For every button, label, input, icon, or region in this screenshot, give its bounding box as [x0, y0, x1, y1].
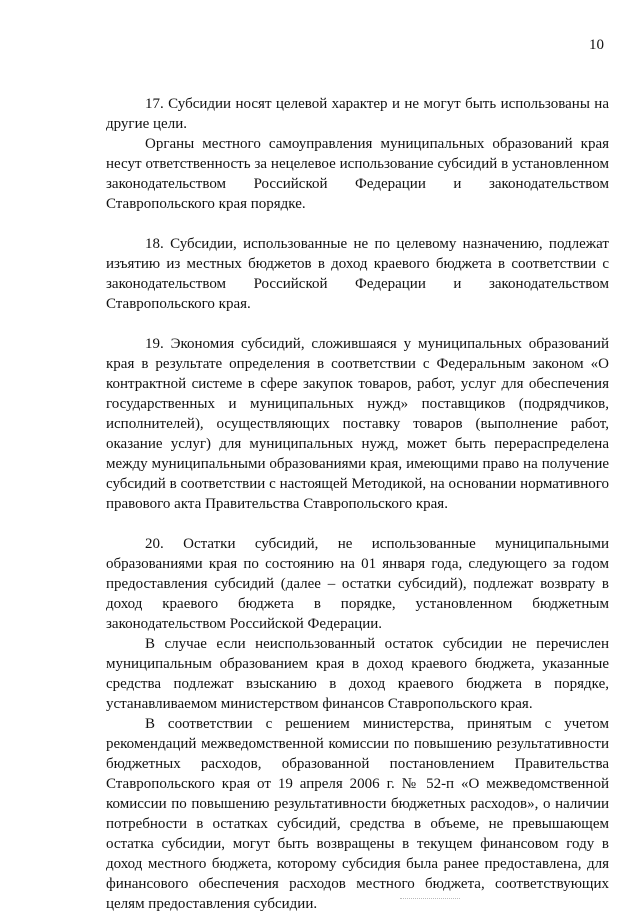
paragraph-17-responsibility: Органы местного самоуправления муниципальных образований края несут ответственность за нецелевое использование субсидий в установленном законодательством Российской Федерации и законодательством Ставропольского края порядке.	[106, 136, 609, 212]
paragraph-20-return: В соответствии с решением министерства, принятым с учетом рекомендаций межведомственной комиссии по повышению результативности бюджетных расходов, образованной постановлением Правительства Ставропольского края от 19 апреля 2006 г. № 52-п «О межведомственной комиссии по повышению результативности бюджетных расходов», о наличии потребности в остатках субсидий, средства в объеме, не превышающем остатка субсидии, могут быть возвращены в текущем финансовом году в доход местного бюджета, которому субсидия была ранее предоставлена, для финансового обеспечения расходов местного бюджета, соответствующих целям предоставления субсидии.	[106, 716, 609, 912]
paragraph-19: 19. Экономия субсидий, сложившаяся у муниципальных образований края в результате определения в соответствии с Федеральным законом «О контрактной системе в сфере закупок товаров, работ, услуг для обеспечения государственных и муниципальных нужд» поставщиков (подрядчиков, исполнителей), осуществляющих поставку товаров (выполнение работ, оказание услуг) для муниципальных нужд, может быть перераспределена между муниципальными образованиями края, имеющими право на получение субсидий в соответствии с настоящей Методикой, на основании нормативного правового акта Правительства Ставропольского края.	[106, 336, 609, 512]
paragraph-20-recovery: В случае если неиспользованный остаток субсидии не перечислен муниципальным образованием края в доход краевого бюджета, указанные средства подлежат взысканию в доход краевого бюджета в порядке, устанавливаемом министерством финансов Ставропольского края.	[106, 636, 609, 712]
paragraph-20: 20. Остатки субсидий, не использованные муниципальными образованиями края по состоянию на 01 января года, следующего за годом предоставления субсидий (далее – остатки субсидий), подлежат возврату в доход краевого бюджета в порядке, установленном бюджетным законодательством Российской Федерации.	[106, 536, 609, 632]
scan-artifact	[400, 898, 460, 900]
paragraph-18: 18. Субсидии, использованные не по целевому назначению, подлежат изъятию из местных бюджетов в доход краевого бюджета в соответствии с законодательством Российской Федерации и законодательством Ставропольского края.	[106, 236, 609, 312]
page-number: 10	[589, 37, 604, 53]
paragraph-17: 17. Субсидии носят целевой характер и не могут быть использованы на другие цели.	[106, 96, 609, 132]
document-body	[106, 94, 609, 914]
